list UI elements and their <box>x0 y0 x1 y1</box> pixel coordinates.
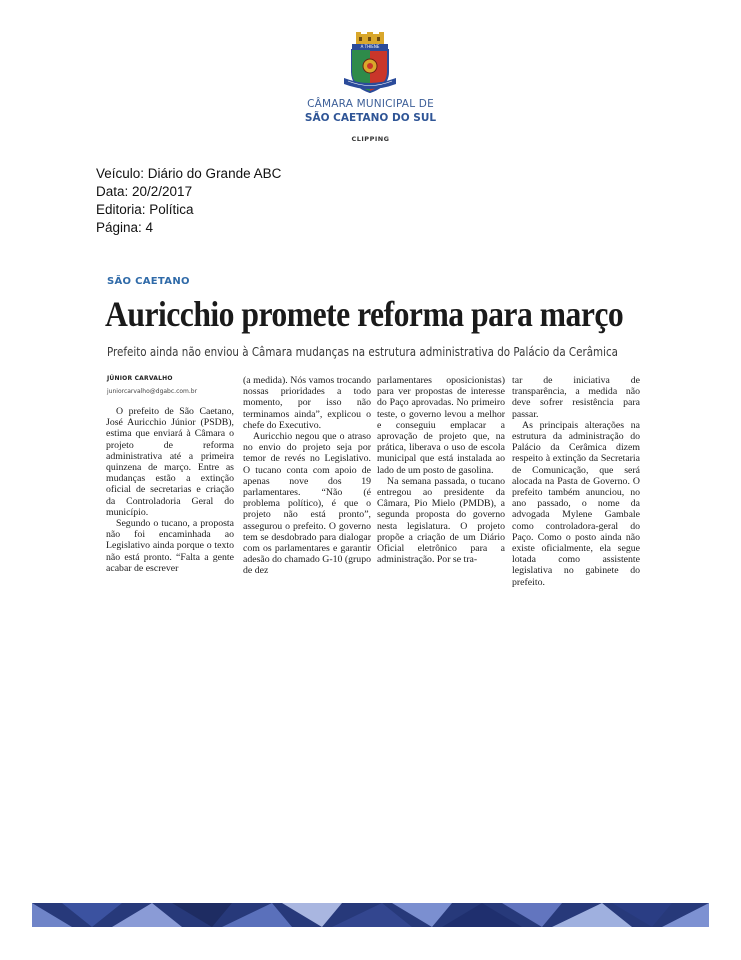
org-name-line2: SÃO CAETANO DO SUL <box>304 112 437 124</box>
column-paragraph: Auricchio negou que o atraso no envio do projeto seja por temor de revés no Legislativo. O tucano conta com apoio de apenas nove dos 19 parlamentares. “Não (é problema político), é que o projeto não está pronto”, assegurou o prefeito. O governo tem se desdobrado para dialogar com os parlamentares e garantir adesão do chamado G-10 (grupo de dez <box>243 431 371 577</box>
clipping-metadata <box>96 165 281 237</box>
column-paragraph: tar de iniciativa de transparência, a medida não deve sofrer resistência para passar. <box>512 375 640 420</box>
column-paragraph: Na semana passada, o tucano entregou ao presidente da Câmara, Pio Mielo (PMDB), a segunda proposta do governo nesta legislatura. O projeto propõe a criação de um Diário Oficial eletrônico para a administração. Por se tra- <box>377 475 505 566</box>
article-column-2 <box>243 375 371 577</box>
column-paragraph: O prefeito de São Caetano, José Auricchio Júnior (PSDB), estima que enviará à Câmara o projeto de reforma administrativa até a primeira quinzena de março. Entre as mudanças estão a extinção oficial de secretarias e criação da Controladoria Geral do município. <box>106 406 234 518</box>
page-header <box>0 0 741 150</box>
column-paragraph: (a medida). Nós vamos trocando nossas prioridades a todo momento, por isso não terminamos ainda”, explicou o chefe do Executivo. <box>243 375 371 431</box>
article-author: JÚNIOR CARVALHO <box>107 375 173 382</box>
article-column-3 <box>377 375 505 565</box>
meta-pagina: Página: 4 <box>96 220 154 235</box>
article-section: SÃO CAETANO <box>107 276 190 287</box>
author-email: juniorcarvalho@dgabc.com.br <box>107 388 198 395</box>
article-headline: Auricchio promete reforma para março <box>105 294 624 334</box>
column-paragraph: As principais alterações na estrutura da administração do Palácio da Cerâmica dizem respeito à extinção da Secretaria de Comunicação, que será alocada na Pasta de Governo. O prefeito também anunciou, no ano passado, o nome da advogada Mylene Gambale como controladora-geral do Paço. Como o posto ainda não existe oficialmente, ela segue lotada como assistente legislativa no gabinete do prefeito. <box>512 419 640 588</box>
coat-of-arms-icon <box>342 32 398 96</box>
column-paragraph: Segundo o tucano, a proposta não foi encaminhada ao Legislativo ainda porque o texto não está pronto. “Falta a gente acabar de escrever <box>106 518 234 574</box>
geometric-footer-band <box>32 903 709 927</box>
meta-veiculo: Veículo: Diário do Grande ABC <box>96 166 282 181</box>
meta-editoria: Editoria: Política <box>96 202 194 217</box>
column-paragraph: parlamentares oposicionistas) para ver propostas de interesse do Paço aprovadas. No primeiro teste, o governo levou a melhor e conseguiu emplacar a aprovação de projeto que, na prática, liberava o uso de escola municipal que está instalada ao lado de um posto de gasolina. <box>377 375 505 476</box>
article-column-1 <box>106 406 234 574</box>
meta-data: Data: 20/2/2017 <box>96 184 193 199</box>
clipping-label: CLIPPING <box>351 135 390 143</box>
article-subhead: Prefeito ainda não enviou à Câmara mudanças na estrutura administrativa do Palácio da Cerâmica <box>107 345 618 359</box>
article-column-4 <box>512 375 640 588</box>
crest-motto: A THIENE <box>360 44 380 50</box>
org-name-line1: CÂMARA MUNICIPAL DE <box>307 98 434 110</box>
